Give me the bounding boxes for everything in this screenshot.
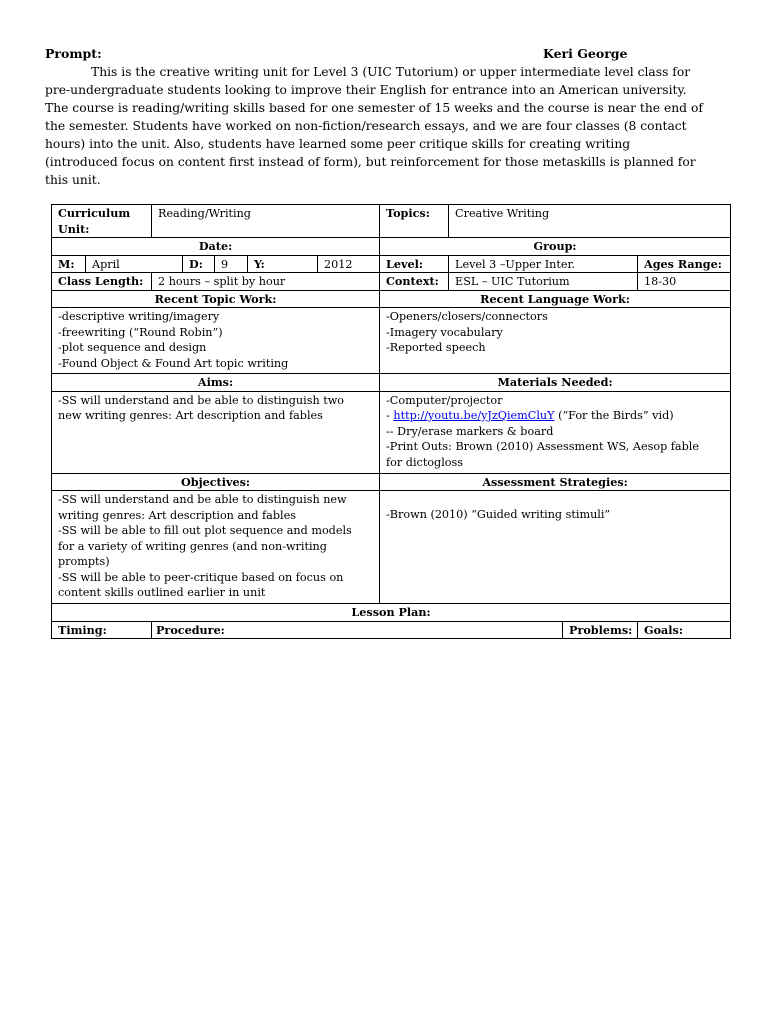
list-item: writing genres: Art description and fables [58, 508, 296, 522]
video-link[interactable]: http://youtu.be/yJzQiemCluY [393, 409, 555, 422]
list-item: -Brown (2010) “Guided writing stimuli” [386, 508, 611, 521]
day-value: 9 [215, 255, 248, 273]
aims-materials-row [52, 391, 731, 473]
list-item: -Print Outs: Brown (2010) Assessment WS, Aesop fable [386, 440, 699, 453]
prompt-label: Prompt: [45, 46, 102, 61]
class-length-value: 2 hours – split by hour [152, 273, 380, 291]
date-group-header-row [52, 238, 731, 256]
list-item: -Reported speech [386, 341, 486, 354]
year-value: 2012 [318, 255, 380, 273]
recent-language-work-header: Recent Language Work: [380, 290, 731, 308]
group-header: Group: [380, 238, 731, 256]
list-item: for dictogloss [386, 455, 464, 469]
list-item: -- Dry/erase markers & board [386, 424, 554, 438]
date-level-row [52, 255, 731, 273]
author-name: Keri George [543, 46, 628, 61]
prompt-line: the semester. Students have worked on non-fiction/research essays, and we are four classes (8 contact [45, 119, 687, 133]
prompt-line: The course is reading/writing skills based for one semester of 15 weeks and the course is near the end of [45, 101, 703, 115]
topics-label: Topics: [380, 205, 449, 238]
class-length-row [52, 273, 731, 291]
lesson-plan-header-row [52, 604, 731, 622]
date-header: Date: [52, 238, 380, 256]
ages-range-value: 18-30 [638, 273, 731, 291]
list-item: -SS will understand and be able to distinguish two [58, 393, 345, 407]
objectives-assessment-row [52, 491, 731, 604]
procedure-header: Procedure: [152, 621, 563, 639]
ages-range-label: Ages Range: [638, 255, 731, 273]
materials-needed-cell [380, 391, 731, 473]
recent-work-header-row [52, 290, 731, 308]
list-item: -freewriting (“Round Robin”) [58, 325, 223, 339]
list-item: -plot sequence and design [58, 341, 207, 354]
aims-materials-header-row [52, 374, 731, 392]
list-item: for a variety of writing genres (and non-writing [58, 539, 327, 553]
month-value: April [86, 255, 183, 273]
aims-header: Aims: [52, 374, 380, 392]
list-item: -Found Object & Found Art topic writing [58, 356, 289, 370]
list-item: content skills outlined earlier in unit [58, 586, 266, 599]
link-prefix: - [386, 409, 394, 422]
aims-cell [52, 391, 380, 473]
curriculum-unit-value: Reading/Writing [152, 205, 380, 238]
objectives-header: Objectives: [52, 473, 380, 491]
list-item: prompts) [58, 555, 110, 568]
year-label: Y: [248, 255, 318, 273]
assessment-strategies-header: Assessment Strategies: [380, 473, 731, 491]
list-item: -SS will be able to peer-critique based on focus on [58, 570, 344, 584]
prompt-line: (introduced focus on content first instead of form), but reinforcement for those metaskills is planned for [45, 155, 696, 169]
lesson-plan-table [51, 204, 731, 639]
list-item: -SS will be able to fill out plot sequence and models [58, 524, 352, 537]
list-item: -Openers/closers/connectors [386, 310, 548, 323]
objectives-assessment-header-row [52, 473, 731, 491]
lesson-plan-header: Lesson Plan: [52, 604, 731, 622]
day-label: D: [183, 255, 215, 273]
goals-header: Goals: [638, 621, 731, 639]
lesson-plan-columns-row [52, 621, 731, 639]
list-item [386, 408, 724, 424]
recent-topic-work-header: Recent Topic Work: [52, 290, 380, 308]
curriculum-row [52, 205, 731, 238]
timing-header: Timing: [52, 621, 152, 639]
recent-topic-work-cell [52, 308, 380, 374]
prompt-paragraph [45, 63, 725, 189]
list-item: -Computer/projector [386, 393, 503, 407]
objectives-cell [52, 491, 380, 604]
materials-needed-header: Materials Needed: [380, 374, 731, 392]
list-item: -Imagery vocabulary [386, 325, 503, 339]
topics-value: Creative Writing [449, 205, 731, 238]
curriculum-unit-label: Curriculum Unit: [52, 205, 152, 238]
prompt-line: This is the creative writing unit for Level 3 (UIC Tutorium) or upper intermediate level class for [91, 65, 691, 79]
list-item: -descriptive writing/imagery [58, 310, 220, 323]
context-value: ESL – UIC Tutorium [449, 273, 638, 291]
context-label: Context: [380, 273, 449, 291]
list-item: new writing genres: Art description and fables [58, 409, 323, 422]
class-length-label: Class Length: [52, 273, 152, 291]
recent-language-work-cell [380, 308, 731, 374]
prompt-line: hours) into the unit. Also, students have learned some peer critique skills for creating writing [45, 137, 631, 151]
level-value: Level 3 –Upper Inter. [449, 255, 638, 273]
problems-header: Problems: [563, 621, 638, 639]
prompt-title-line [45, 46, 725, 63]
prompt-line: pre-undergraduate students looking to improve their English for entrance into an American university. [45, 83, 687, 97]
assessment-strategies-cell [380, 491, 731, 604]
list-item: -SS will understand and be able to distinguish new [58, 493, 347, 506]
link-suffix: (“For the Birds” vid) [554, 409, 674, 422]
month-label: M: [52, 255, 86, 273]
prompt-header [45, 46, 725, 189]
level-label: Level: [380, 255, 449, 273]
prompt-line: this unit. [45, 173, 101, 187]
recent-work-row [52, 308, 731, 374]
